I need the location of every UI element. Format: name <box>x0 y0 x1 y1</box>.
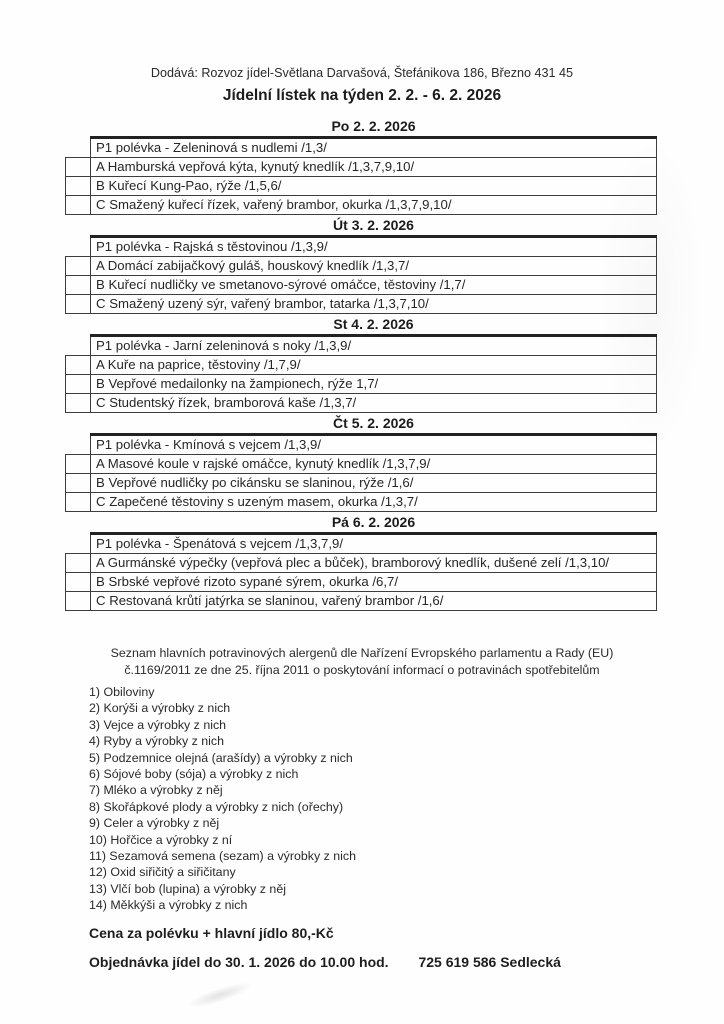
allergen-intro-line-2: č.1169/2011 ze dne 25. října 2011 o poskytování informací o potravinách spotřebitelům <box>124 663 600 677</box>
day-header: St 4. 2. 2026 <box>333 316 414 332</box>
menu-item-text: P1 polévka - Špenátová s vejcem /1,3,7,9/ <box>91 534 657 554</box>
allergen-item: 7) Mléko a výrobky z něj <box>89 783 223 798</box>
allergen-intro-line-1: Seznam hlavních potravinových alergenů dle Nařízení Evropského parlamentu a Rady (EU) <box>110 646 614 660</box>
menu-item-text: P1 polévka - Jarní zeleninová s noky /1,3,9/ <box>91 336 657 356</box>
menu-table <box>65 334 657 413</box>
menu-item-text: A Masové koule v rajské omáčce, kynutý knedlík /1,3,7,9/ <box>91 455 657 474</box>
menu-item-text: P1 polévka - Kmínová s vejcem /1,3,9/ <box>91 435 657 455</box>
spacer-cell <box>66 435 91 455</box>
allergen-item: 10) Hořčice a výrobky z ní <box>89 832 233 847</box>
order-box-cell <box>66 493 91 512</box>
menu-row <box>66 158 657 177</box>
allergen-item: 1) Obiloviny <box>89 685 155 699</box>
allergen-item: 4) Ryby a výrobky z nich <box>89 734 224 749</box>
page-title: Jídelní lístek na týden 2. 2. - 6. 2. 2026 <box>222 87 502 104</box>
allergen-item: 9) Celer a výrobky z něj <box>89 816 220 831</box>
day-block-thursday <box>65 414 657 512</box>
order-box-cell <box>66 592 91 611</box>
day-block-tuesday <box>65 216 657 314</box>
spacer-cell <box>66 534 91 554</box>
allergen-item: 5) Podzemnice olejná (arašídy) a výrobky z nich <box>89 750 353 765</box>
menu-item-text: C Studentský řízek, bramborová kaše /1,3,7/ <box>91 394 657 413</box>
order-line <box>89 954 561 970</box>
order-box-cell <box>66 158 91 177</box>
order-box-cell <box>66 196 91 215</box>
menu-item-text: B Vepřové medailonky na žampionech, rýže 1,7/ <box>91 375 657 394</box>
order-box-cell <box>66 394 91 413</box>
menu-row <box>66 455 657 474</box>
day-block-wednesday <box>65 315 657 413</box>
menu-row <box>66 573 657 592</box>
menu-table <box>65 532 657 611</box>
menu-item-text: A Kuře na paprice, těstoviny /1,7,9/ <box>91 356 657 375</box>
menu-row <box>66 375 657 394</box>
menu-row <box>66 554 657 573</box>
menu-item-text: A Gurmánské výpečky (vepřová plec a bůček), bramborový knedlík, dušené zelí /1,3,10/ <box>91 554 657 573</box>
price-line: Cena za polévku + hlavní jídlo 80,-Kč <box>89 925 334 941</box>
scan-smudge-artifact <box>185 978 256 1013</box>
spacer-cell <box>66 237 91 257</box>
menu-item-text: A Domácí zabijačkový guláš, houskový knedlík /1,3,7/ <box>91 257 657 276</box>
menu-item-text: B Kuřecí Kung-Pao, rýže /1,5,6/ <box>91 177 657 196</box>
supplier-line: Dodává: Rozvoz jídel-Světlana Darvašová, Štefánikova 186, Březno 431 45 <box>150 66 574 80</box>
menu-row <box>66 592 657 611</box>
order-box-cell <box>66 295 91 314</box>
menu-row <box>66 177 657 196</box>
menu-item-text: P1 polévka - Rajská s těstovinou /1,3,9/ <box>91 237 657 257</box>
menu-row <box>66 356 657 375</box>
allergen-item: 3) Vejce a výrobky z nich <box>89 717 227 732</box>
order-box-cell <box>66 375 91 394</box>
order-box-cell <box>66 554 91 573</box>
allergen-item: 6) Sójové boby (sója) a výrobky z nich <box>89 767 299 782</box>
menu-item-text: P1 polévka - Zeleninová s nudlemi /1,3/ <box>91 138 657 158</box>
menu-row <box>66 257 657 276</box>
menu-table <box>65 235 657 314</box>
menu-item-text: C Restovaná krůtí jatýrka se slaninou, vařený brambor /1,6/ <box>91 592 657 611</box>
day-header: Út 3. 2. 2026 <box>333 217 414 233</box>
menu-row <box>66 493 657 512</box>
menu-row <box>66 394 657 413</box>
menu-item-text: C Smažený uzený sýr, vařený brambor, tatarka /1,3,7,10/ <box>91 295 657 314</box>
spacer-cell <box>66 138 91 158</box>
spacer-cell <box>66 336 91 356</box>
menu-row <box>66 138 657 158</box>
allergen-list <box>89 684 724 914</box>
menu-item-text: B Vepřové nudličky po cikánsku se slaninou, rýže /1,6/ <box>91 474 657 493</box>
allergen-item: 11) Sezamová semena (sezam) a výrobky z nich <box>89 849 356 864</box>
allergen-item: 8) Skořápkové plody a výrobky z nich (ořechy) <box>89 799 344 814</box>
menu-row <box>66 534 657 554</box>
menu-row <box>66 196 657 215</box>
menu-item-text: B Srbské vepřové rizoto sypané sýrem, okurka /6,7/ <box>91 573 657 592</box>
allergen-item: 12) Oxid siřičitý a siřičitany <box>89 865 236 880</box>
day-block-monday <box>65 117 657 215</box>
menu-row <box>66 435 657 455</box>
order-box-cell <box>66 257 91 276</box>
order-box-cell <box>66 573 91 592</box>
allergen-section <box>0 645 724 914</box>
order-box-cell <box>66 276 91 295</box>
menu-table <box>65 433 657 512</box>
order-box-cell <box>66 177 91 196</box>
order-box-cell <box>66 356 91 375</box>
menu-row <box>66 336 657 356</box>
menu-row <box>66 276 657 295</box>
allergen-item: 13) Vlčí bob (lupina) a výrobky z něj <box>89 881 286 896</box>
phone-contact-label: 725 619 586 Sedlecká <box>418 954 561 970</box>
menu-table <box>65 136 657 215</box>
menu-row <box>66 237 657 257</box>
menu-row <box>66 474 657 493</box>
menu-item-text: C Smažený kuřecí řízek, vařený brambor, okurka /1,3,7,9,10/ <box>91 196 657 215</box>
order-box-cell <box>66 455 91 474</box>
order-box-cell <box>66 474 91 493</box>
menu-item-text: B Kuřecí nudličky ve smetanovo-sýrové omáčce, těstoviny /1,7/ <box>91 276 657 295</box>
day-block-friday <box>65 513 657 611</box>
day-header: Pá 6. 2. 2026 <box>331 514 416 530</box>
menu-item-text: A Hamburská vepřová kýta, kynutý knedlík /1,3,7,9,10/ <box>91 158 657 177</box>
weekly-menu <box>65 117 657 612</box>
order-deadline-label: Objednávka jídel do 30. 1. 2026 do 10.00 hod. <box>89 954 389 970</box>
day-header: Po 2. 2. 2026 <box>331 118 416 134</box>
allergen-item: 14) Měkkýši a výrobky z nich <box>89 898 248 913</box>
allergen-item: 2) Korýši a výrobky z nich <box>89 701 231 716</box>
day-header: Čt 5. 2. 2026 <box>333 415 414 431</box>
menu-row <box>66 295 657 314</box>
menu-item-text: C Zapečené těstoviny s uzeným masem, okurka /1,3,7/ <box>91 493 657 512</box>
